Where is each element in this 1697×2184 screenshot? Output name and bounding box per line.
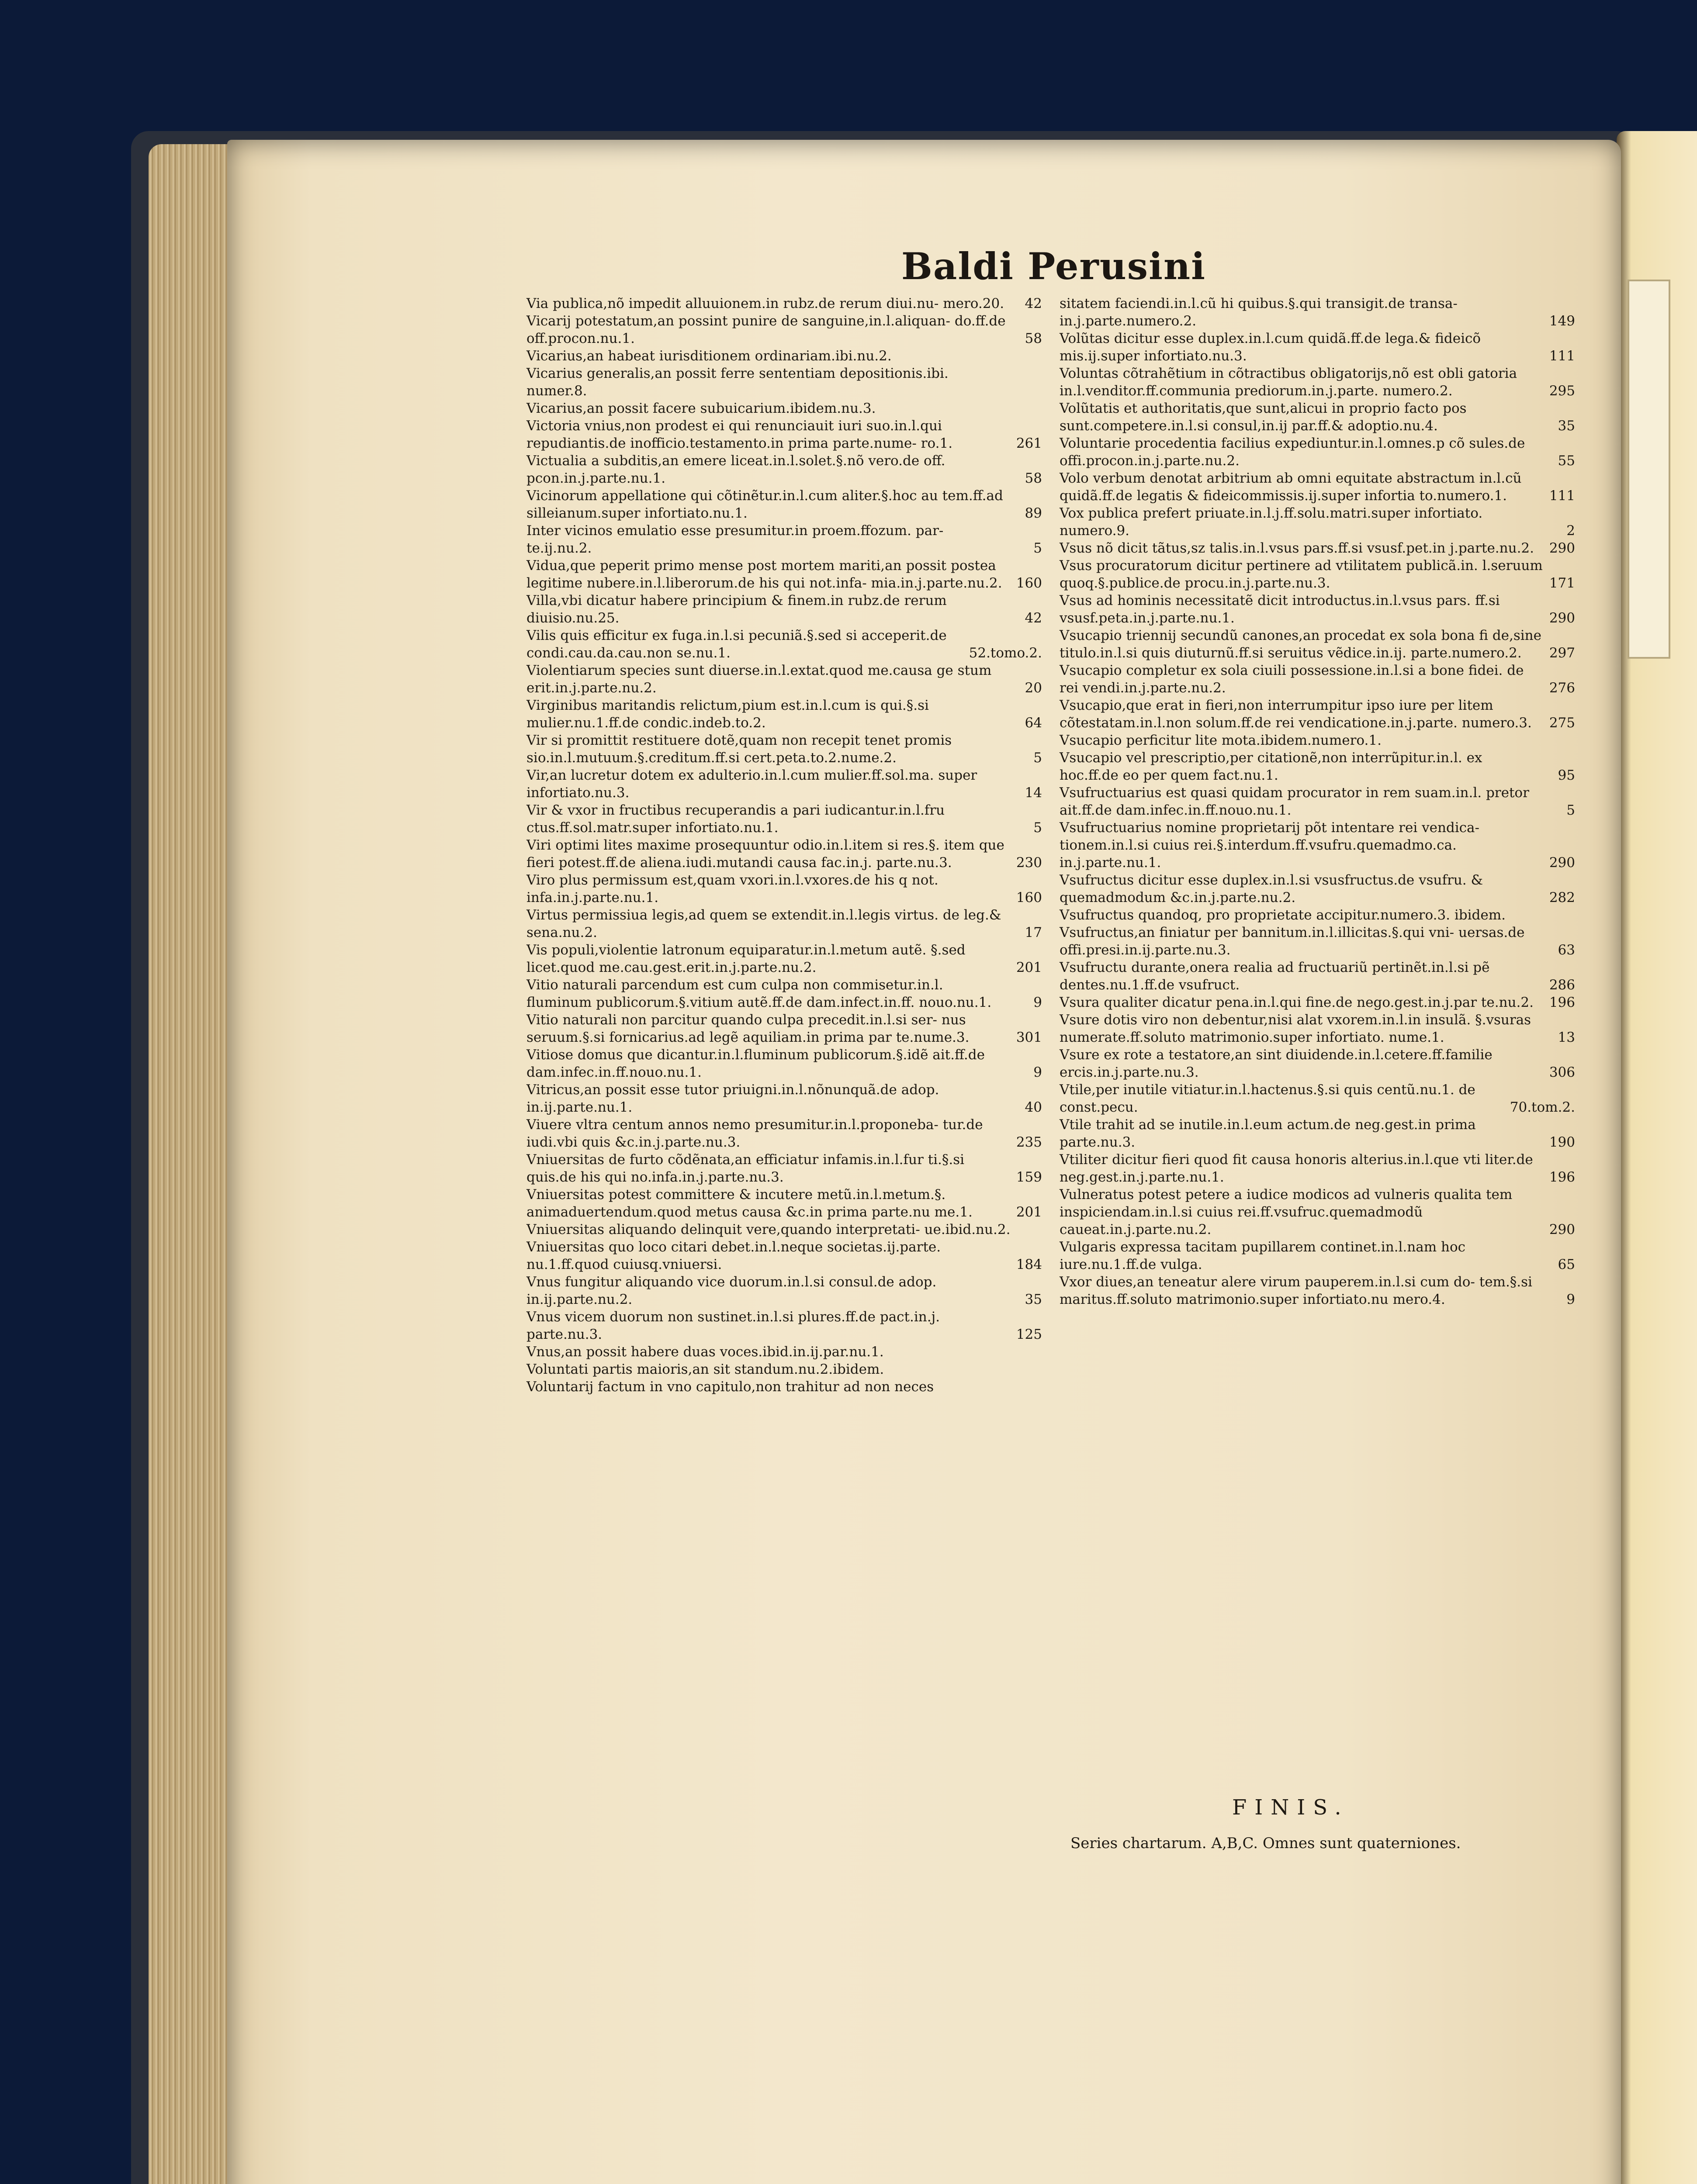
- index-entry-text: Vis populi,violentie latronum equiparatur.in.l.metum autẽ. §.sed licet.quod me.cau.gest.erit.in.j.parte.nu.2.: [526, 942, 966, 975]
- index-entry-text: Viro plus permissum est,quam vxori.in.l.vxores.de his q not. infa.in.j.parte.nu.1.: [526, 872, 939, 905]
- index-entry: [1060, 592, 1575, 627]
- index-entry-text: Vsucapio,que erat in fieri,non interrumpitur ipso iure per litem cõtestatam.in.l.non solum.ff.de rei vendicatione.in.j.parte. numero.3.: [1060, 698, 1532, 731]
- index-entry: [1060, 539, 1575, 557]
- index-entry-text: Vsucapio vel prescriptio,per citationẽ,non interrũpitur.in.l. ex hoc.ff.de eo per quem fact.nu.1.: [1060, 750, 1482, 783]
- index-entry-text: Virtus permissiua legis,ad quem se extendit.in.l.legis virtus. de leg.& sena.nu.2.: [526, 907, 1001, 940]
- index-entry-page-number: 9: [1033, 995, 1042, 1010]
- index-entry: [526, 627, 1042, 662]
- index-entry: [1060, 365, 1575, 400]
- index-entry-page-number: 160: [1016, 890, 1042, 905]
- index-entry: [526, 1186, 1042, 1221]
- index-entry: [1060, 1116, 1575, 1151]
- index-entry-text: Vulgaris expressa tacitam pupillarem continet.in.l.nam hoc iure.nu.1.ff.de vulga.: [1060, 1239, 1465, 1272]
- index-entry: [1060, 732, 1575, 749]
- index-entry-page-number: 95: [1558, 767, 1575, 783]
- index-entry: [1060, 295, 1575, 330]
- index-entry-text: Volũtatis et authoritatis,que sunt,alicui in proprio facto pos sunt.competere.in.l.si consul,in.ij par.ff.& adoptio.nu.4.: [1060, 401, 1467, 434]
- index-entry: [1060, 435, 1575, 470]
- index-entry: [526, 487, 1042, 522]
- index-entry: [526, 906, 1042, 941]
- index-entry-text: Voluntarie procedentia facilius expediuntur.in.l.omnes.p cõ sules.de offi.procon.in.j.parte.nu.2.: [1060, 435, 1525, 469]
- index-entry-text: Voluntas cõtrahẽtium in cõtractibus obligatorijs,nõ est obli gatoria in.l.venditor.ff.communia prediorum.in.j.parte. numero.2.: [1060, 366, 1517, 399]
- index-entry: [526, 836, 1042, 871]
- index-column-right: [1060, 295, 1575, 1308]
- index-entry-text: Vtile trahit ad se inutile.in.l.eum actum.de neg.gest.in prima parte.nu.3.: [1060, 1117, 1476, 1150]
- index-entry-text: sitatem faciendi.in.l.cũ hi quibus.§.qui transigit.de transa- in.j.parte.numero.2.: [1060, 296, 1458, 329]
- running-head: Baldi Perusini: [901, 245, 1206, 288]
- index-entry: [1060, 697, 1575, 732]
- index-entry: [1060, 1046, 1575, 1081]
- index-entry-page-number: 235: [1016, 1134, 1042, 1150]
- index-entry-page-number: 5: [1033, 540, 1042, 556]
- index-entry-page-number: 290: [1549, 540, 1575, 556]
- index-entry-text: Vitio naturali non parcitur quando culpa precedit.in.l.si ser- nus seruum.§.si fornicarius.ad legẽ aquiliam.in prima par te.nume.3.: [526, 1012, 970, 1045]
- index-entry-page-number: 190: [1549, 1134, 1575, 1150]
- index-entry: [1060, 470, 1575, 505]
- index-entry-text: Vsucapio completur ex sola ciuili possessione.in.l.si a bone fidei. de rei vendi.in.j.parte.nu.2.: [1060, 663, 1524, 696]
- index-entry-text: Voluntati partis maioris,an sit standum.nu.2.ibidem.: [526, 1362, 884, 1377]
- index-entry-page-number: 159: [1016, 1169, 1042, 1185]
- index-entry-text: Viri optimi lites maxime prosequuntur odio.in.l.item si res.§. item que fieri potest.ff.de aliena.iudi.mutandi causa fac.in.j. parte.nu.3.: [526, 837, 1004, 871]
- index-entry-page-number: 196: [1549, 995, 1575, 1010]
- index-entry: [526, 1151, 1042, 1186]
- index-entry: [1060, 1273, 1575, 1308]
- index-entry-page-number: 64: [1025, 715, 1042, 731]
- index-entry: [526, 976, 1042, 1011]
- index-entry-page-number: 89: [1025, 505, 1042, 521]
- index-entry-text: Vsure ex rote a testatore,an sint diuidende.in.l.cetere.ff.familie ercis.in.j.parte.nu.3.: [1060, 1047, 1493, 1080]
- index-entry-text: Viuere vltra centum annos nemo presumitur.in.l.proponeba- tur.de iudi.vbi quis &c.in.j.parte.nu.3.: [526, 1117, 983, 1150]
- index-entry-page-number: 286: [1549, 977, 1575, 993]
- series-chartarum-text: Series chartarum. A,B,C. Omnes sunt quaterniones.: [1070, 1835, 1461, 1852]
- index-entry-text: Vsus ad hominis necessitatẽ dicit introductus.in.l.vsus pars. ff.si vsusf.peta.in.j.parte.nu.1.: [1060, 593, 1500, 626]
- index-entry-page-number: 63: [1558, 942, 1575, 958]
- index-entry-page-number: 125: [1016, 1327, 1042, 1342]
- index-entry: [526, 522, 1042, 557]
- index-entry-text: Vtile,per inutile vitiatur.in.l.hactenus.§.si quis centũ.nu.1. de const.pecu.: [1060, 1082, 1475, 1115]
- index-entry-text: Victoria vnius,non prodest ei qui renunciauit iuri suo.in.l.qui repudiantis.de inofficio.testamento.in prima parte.nume- ro.1.: [526, 418, 953, 451]
- index-entry-page-number: 9: [1566, 1292, 1575, 1307]
- index-entry: [526, 1046, 1042, 1081]
- index-entry: [526, 1273, 1042, 1308]
- index-entry-page-number: 276: [1549, 680, 1575, 696]
- index-entry-text: Vnus fungitur aliquando vice duorum.in.l.si consul.de adop. in.ij.parte.nu.2.: [526, 1274, 937, 1307]
- index-entry: [526, 1238, 1042, 1273]
- index-entry-page-number: 306: [1549, 1064, 1575, 1080]
- index-entry-text: Vtiliter dicitur fieri quod fit causa honoris alterius.in.l.que vti liter.de neg.gest.in.j.parte.nu.1.: [1060, 1152, 1533, 1185]
- index-entry-page-number: 70.tom.2.: [1510, 1099, 1575, 1115]
- index-entry-text: Vnus,an possit habere duas voces.ibid.in.ij.par.nu.1.: [526, 1344, 884, 1360]
- index-entry-text: Victualia a subditis,an emere liceat.in.l.solet.§.nõ vero.de off. pcon.in.j.parte.nu.1.: [526, 453, 945, 486]
- index-entry-text: Vsufructus quandoq, pro proprietate accipitur.numero.3. ibidem.: [1060, 907, 1506, 923]
- index-entry: [1060, 749, 1575, 784]
- index-entry-text: Vsufructuarius est quasi quidam procurator in rem suam.in.l. pretor ait.ff.de dam.infec.in.ff.nouo.nu.1.: [1060, 785, 1529, 818]
- index-entry: [1060, 330, 1575, 365]
- index-entry-page-number: 290: [1549, 1222, 1575, 1237]
- index-entry-page-number: 160: [1016, 575, 1042, 591]
- index-entry: [1060, 1151, 1575, 1186]
- index-entry-page-number: 149: [1549, 313, 1575, 329]
- index-entry-text: Villa,vbi dicatur habere principium & finem.in rubz.de rerum diuisio.nu.25.: [526, 593, 947, 626]
- index-entry-page-number: 55: [1558, 453, 1575, 469]
- index-entry-text: Volũtas dicitur esse duplex.in.l.cum quidã.ff.de lega.& fideicõ mis.ij.super infortiato.nu.3.: [1060, 331, 1481, 364]
- index-entry-text: Vsufructuarius nomine proprietarij põt intentare rei vendica- tionem.in.l.si cuius rei.§.interdum.ff.vsufru.quemadmo.ca. in.j.parte.nu.1.: [1060, 820, 1479, 871]
- index-entry-text: Vsufructus dicitur esse duplex.in.l.si vsusfructus.de vsufru. & quemadmodum &c.in.j.parte.nu.2.: [1060, 872, 1483, 905]
- index-entry: [526, 802, 1042, 836]
- index-entry-text: Vicarij potestatum,an possint punire de sanguine,in.l.aliquan- do.ff.de off.procon.nu.1.: [526, 313, 1006, 346]
- index-entry: [526, 1308, 1042, 1343]
- index-entry: [526, 592, 1042, 627]
- index-entry-page-number: 35: [1558, 418, 1575, 434]
- index-entry-page-number: 111: [1549, 488, 1575, 504]
- index-entry-text: Vilis quis efficitur ex fuga.in.l.si pecuniã.§.sed si acceperit.de condi.cau.da.cau.non se.nu.1.: [526, 628, 947, 661]
- index-entry-text: Vitiose domus que dicantur.in.l.fluminum publicorum.§.idẽ ait.ff.de dam.infec.in.ff.nouo.nu.1.: [526, 1047, 985, 1080]
- index-entry: [1060, 959, 1575, 994]
- index-entry: [526, 400, 1042, 417]
- index-entry-page-number: 13: [1558, 1030, 1575, 1045]
- index-entry-page-number: 171: [1549, 575, 1575, 591]
- index-entry: [526, 347, 1042, 365]
- index-entry: [526, 1378, 1042, 1396]
- index-entry-text: Vsufructus,an finiatur per bannitum.in.l.illicitas.§.qui vni- uersas.de offi.presi.in.ij.parte.nu.3.: [1060, 925, 1525, 958]
- index-entry-page-number: 111: [1549, 348, 1575, 364]
- index-entry-text: Vniuersitas potest committere & incutere metũ.in.l.metum.§. animaduertendum.quod metus causa &c.in prima parte.nu me.1.: [526, 1187, 973, 1220]
- index-entry-text: Vsure dotis viro non debentur,nisi alat vxorem.in.l.in insulã. §.vsuras numerate.ff.soluto matrimonio.super infortiato. nume.1.: [1060, 1012, 1531, 1045]
- index-entry: [1060, 994, 1575, 1011]
- index-entry-text: Vir,an lucretur dotem ex adulterio.in.l.cum mulier.ff.sol.ma. super infortiato.nu.3.: [526, 767, 977, 801]
- index-entry: [1060, 1238, 1575, 1273]
- index-entry: [526, 557, 1042, 592]
- index-entry-page-number: 2: [1566, 523, 1575, 539]
- index-entry-page-number: 282: [1549, 890, 1575, 905]
- index-entry-text: Vxor diues,an teneatur alere virum pauperem.in.l.si cum do- tem.§.si maritus.ff.soluto matrimonio.super infortiato.nu mero.4.: [1060, 1274, 1532, 1307]
- index-entry: [526, 295, 1042, 312]
- index-entry: [526, 941, 1042, 976]
- index-entry-page-number: 230: [1016, 855, 1042, 871]
- index-entry-page-number: 14: [1025, 785, 1042, 801]
- index-entry-text: Vicinorum appellatione qui cõtinẽtur.in.l.cum aliter.§.hoc au tem.ff.ad silleianum.super infortiato.nu.1.: [526, 488, 1003, 521]
- index-entry-page-number: 5: [1033, 750, 1042, 766]
- index-entry: [1060, 627, 1575, 662]
- index-entry-text: Vidua,que peperit primo mense post mortem mariti,an possit postea legitime nubere.in.l.liberorum.de his qui not.infa- mia.in.j.parte.nu.2.: [526, 558, 1002, 591]
- index-entry: [1060, 505, 1575, 539]
- index-entry-text: Vniuersitas de furto cõdẽnata,an efficiatur infamis.in.l.fur ti.§.si quis.de his qui no.infa.in.j.parte.nu.3.: [526, 1152, 965, 1185]
- index-entry: [526, 1081, 1042, 1116]
- index-entry: [526, 365, 1042, 400]
- index-entry-text: Vir & vxor in fructibus recuperandis a pari iudicantur.in.l.fru ctus.ff.sol.matr.super infortiato.nu.1.: [526, 802, 945, 836]
- index-entry: [526, 1011, 1042, 1046]
- index-entry-text: Voluntarij factum in vno capitulo,non trahitur ad non neces: [526, 1379, 934, 1395]
- index-entry: [526, 662, 1042, 697]
- index-entry-page-number: 52.tomo.2.: [969, 645, 1042, 661]
- index-entry-text: Vox publica prefert priuate.in.l.j.ff.solu.matri.super infortiato. numero.9.: [1060, 505, 1483, 539]
- index-entry-page-number: 201: [1016, 960, 1042, 975]
- index-entry: [1060, 557, 1575, 592]
- index-entry-page-number: 40: [1025, 1099, 1042, 1115]
- index-entry-text: Vsura qualiter dicatur pena.in.l.qui fine.de nego.gest.in.j.par te.nu.2.: [1060, 995, 1534, 1010]
- index-entry-page-number: 35: [1025, 1292, 1042, 1307]
- index-entry-text: Via publica,nõ impedit alluuionem.in rubz.de rerum diui.nu- mero.20.: [526, 296, 1004, 311]
- index-entry: [526, 871, 1042, 906]
- index-entry-text: Inter vicinos emulatio esse presumitur.in proem.ffozum. par- te.ij.nu.2.: [526, 523, 944, 556]
- index-entry: [526, 452, 1042, 487]
- index-entry: [1060, 784, 1575, 819]
- index-entry-page-number: 275: [1549, 715, 1575, 731]
- index-entry-text: Vsufructu durante,onera realia ad fructuariũ pertinẽt.in.l.si pẽ dentes.nu.1.ff.de vsufruct.: [1060, 960, 1490, 993]
- index-entry-page-number: 301: [1016, 1030, 1042, 1045]
- index-entry-text: Vniuersitas aliquando delinquit vere,quando interpretati- ue.ibid.nu.2.: [526, 1222, 1011, 1237]
- index-entry: [526, 1116, 1042, 1151]
- paper-tab-marker: [1628, 280, 1670, 659]
- index-entry-text: Vsus procuratorum dicitur pertinere ad vtilitatem publicã.in. l.seruum quoq.§.publice.de procu.in.j.parte.nu.3.: [1060, 558, 1543, 591]
- index-entry-page-number: 290: [1549, 610, 1575, 626]
- index-entry-text: Vicarius,an habeat iurisditionem ordinariam.ibi.nu.2.: [526, 348, 892, 364]
- index-entry-text: Vitricus,an possit esse tutor priuigni.in.l.nõnunquã.de adop. in.ij.parte.nu.1.: [526, 1082, 939, 1115]
- index-entry-page-number: 297: [1549, 645, 1575, 661]
- index-entry-text: Vniuersitas quo loco citari debet.in.l.neque societas.ij.parte. nu.1.ff.quod cuiusq.vniuersi.: [526, 1239, 941, 1272]
- index-entry-text: Violentiarum species sunt diuerse.in.l.extat.quod me.causa ge stum erit.in.j.parte.nu.2.: [526, 663, 992, 696]
- index-entry-text: Vulneratus potest petere a iudice modicos ad vulneris qualita tem inspiciendam.in.l.si cuius rei.ff.vsufruc.quemadmodũ caueat.in.j.parte.nu.2.: [1060, 1187, 1513, 1237]
- index-entry-page-number: 20: [1025, 680, 1042, 696]
- index-entry: [1060, 1081, 1575, 1116]
- index-entry: [526, 417, 1042, 452]
- index-entry: [526, 732, 1042, 767]
- index-entry-page-number: 261: [1016, 435, 1042, 451]
- index-entry: [1060, 662, 1575, 697]
- finis-text: FINIS.: [1232, 1795, 1349, 1820]
- index-column-left: [526, 295, 1042, 1396]
- index-entry: [1060, 819, 1575, 871]
- index-entry: [526, 1343, 1042, 1361]
- index-entry-page-number: 65: [1558, 1257, 1575, 1272]
- index-entry: [1060, 871, 1575, 906]
- index-entry-text: Vitio naturali parcendum est cum culpa non commisetur.in.l. fluminum publicorum.§.vitium autẽ.ff.de dam.infect.in.ff. nouo.nu.1.: [526, 977, 992, 1010]
- index-entry-text: Virginibus maritandis relictum,pium est.in.l.cum is qui.§.si mulier.nu.1.ff.de condic.indeb.to.2.: [526, 698, 929, 731]
- index-entry: [526, 312, 1042, 347]
- index-entry-page-number: 196: [1549, 1169, 1575, 1185]
- index-entry-page-number: 42: [1025, 610, 1042, 626]
- index-entry-page-number: 42: [1025, 296, 1042, 311]
- index-entry: [526, 767, 1042, 802]
- index-entry-text: Vnus vicem duorum non sustinet.in.l.si plures.ff.de pact.in.j. parte.nu.3.: [526, 1309, 940, 1342]
- index-entry-text: Vicarius generalis,an possit ferre sententiam depositionis.ibi. numer.8.: [526, 366, 949, 399]
- index-entry-page-number: 58: [1025, 331, 1042, 346]
- index-entry-text: Volo verbum denotat arbitrium ab omni equitate abstractum in.l.cũ quidã.ff.de legatis & fideicommissis.ij.super infortia to.numero.1.: [1060, 470, 1522, 504]
- index-entry: [1060, 400, 1575, 435]
- index-entry-page-number: 290: [1549, 855, 1575, 871]
- index-entry: [1060, 906, 1575, 924]
- index-entry: [1060, 924, 1575, 959]
- index-entry-text: Vir si promittit restituere dotẽ,quam non recepit tenet promis sio.in.l.mutuum.§.creditum.ff.si cert.peta.to.2.nume.2.: [526, 733, 952, 766]
- index-entry-page-number: 17: [1025, 925, 1042, 940]
- index-entry-page-number: 184: [1016, 1257, 1042, 1272]
- index-entry: [526, 697, 1042, 732]
- index-entry-page-number: 295: [1549, 383, 1575, 399]
- index-entry-text: Vsus nõ dicit tãtus,sz talis.in.l.vsus pars.ff.si vsusf.pet.in j.parte.nu.2.: [1060, 540, 1534, 556]
- index-entry-page-number: 58: [1025, 470, 1042, 486]
- index-entry-page-number: 5: [1033, 820, 1042, 836]
- index-entry: [1060, 1186, 1575, 1238]
- index-entry: [1060, 1011, 1575, 1046]
- index-entry-page-number: 9: [1033, 1064, 1042, 1080]
- index-entry-text: Vsucapio perficitur lite mota.ibidem.numero.1.: [1060, 733, 1382, 748]
- index-entry-page-number: 201: [1016, 1204, 1042, 1220]
- index-entry: [526, 1221, 1042, 1238]
- index-entry-text: Vicarius,an possit facere subuicarium.ibidem.nu.3.: [526, 401, 876, 416]
- index-entry-page-number: 5: [1566, 802, 1575, 818]
- index-entry: [526, 1361, 1042, 1378]
- index-entry-text: Vsucapio triennij secundũ canones,an procedat ex sola bona fi de,sine titulo.in.l.si quis diuturnũ.ff.si seruitus vẽdice.in.ij. parte.numero.2.: [1060, 628, 1541, 661]
